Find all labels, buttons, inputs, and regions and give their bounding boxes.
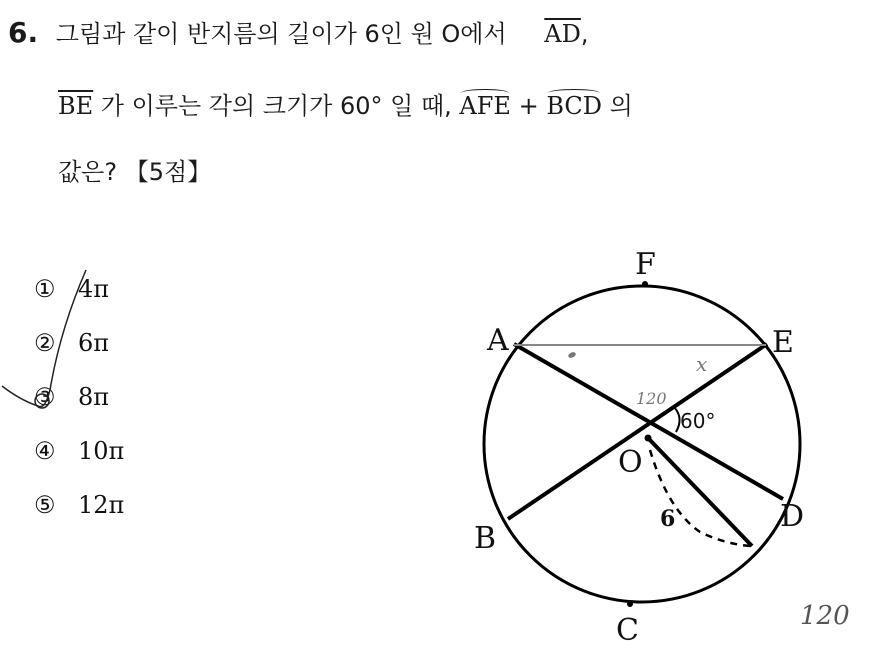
choice-mark: ④ <box>34 437 56 465</box>
label-e: E <box>772 325 794 360</box>
plus-sign: + <box>518 92 539 120</box>
choice-mark: ③ <box>34 383 56 411</box>
arc-bcd: BCD <box>546 92 602 120</box>
choice-mark: ⑤ <box>34 491 56 519</box>
label-f: F <box>635 247 656 282</box>
choice-value: 8π <box>78 383 110 411</box>
question-text-2: 가 이루는 각의 크기가 60° 일 때, <box>100 92 452 120</box>
label-b: B <box>474 521 497 556</box>
point-o <box>645 435 652 442</box>
segment-ad: $\overline{AD}$ <box>544 20 581 48</box>
handwritten-side-note: 120 <box>800 601 850 631</box>
question-number: 6. <box>8 16 39 49</box>
handwritten-x: x <box>696 352 708 376</box>
handwritten-angle-note: 120 <box>636 389 667 408</box>
choice-value: 12π <box>78 491 125 519</box>
question-comma: , <box>580 20 589 48</box>
choice-mark: ① <box>34 275 56 303</box>
label-c: C <box>616 613 639 648</box>
arc-afe: AFE <box>459 92 511 120</box>
choice-value: 6π <box>78 329 110 357</box>
radius-label: 6 <box>660 506 676 532</box>
choice-mark: ② <box>34 329 56 357</box>
question-text-3: 값은? 【5점】 <box>58 158 212 186</box>
angle-label: 60° <box>680 409 716 433</box>
handwritten-dot <box>567 351 576 359</box>
label-d: D <box>780 499 805 534</box>
chord-ad <box>514 344 783 499</box>
label-a: A <box>487 323 509 358</box>
angle-arc <box>674 407 680 432</box>
question-text-1: 그림과 같이 반지름의 길이가 6인 원 O에서 <box>55 20 507 48</box>
label-o: O <box>618 445 643 480</box>
point-c <box>627 601 633 607</box>
handwritten-check-stroke <box>2 270 86 407</box>
choice-value: 10π <box>78 437 125 465</box>
chord-be <box>508 344 767 519</box>
circle-o <box>484 286 800 602</box>
segment-be: $\overline{BE}$ <box>58 92 94 120</box>
choice-value: 4π <box>78 275 110 303</box>
question-text-2-end: 의 <box>609 92 633 120</box>
